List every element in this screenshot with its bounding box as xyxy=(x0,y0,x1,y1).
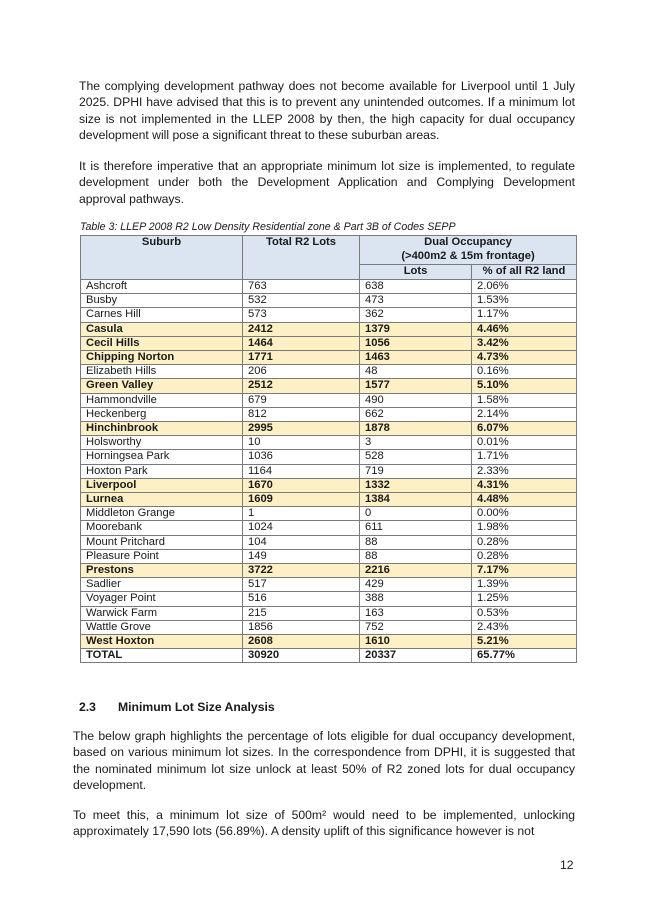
cell-dual-lots: 48 xyxy=(360,365,472,379)
cell-suburb: Moorebank xyxy=(81,521,243,535)
cell-dual-lots: 1610 xyxy=(360,635,472,649)
section-heading xyxy=(79,699,275,715)
cell-dual-lots: 1332 xyxy=(360,478,472,492)
cell-percent: 1.17% xyxy=(472,308,577,322)
header-suburb: Suburb xyxy=(81,236,243,280)
table-row xyxy=(81,436,577,450)
cell-dual-lots: 1379 xyxy=(360,322,472,336)
cell-suburb: Horningsea Park xyxy=(81,450,243,464)
cell-dual-lots: 1463 xyxy=(360,351,472,365)
cell-total-lots: 2512 xyxy=(243,379,360,393)
table-body xyxy=(81,280,577,663)
table-row xyxy=(81,535,577,549)
cell-total-lots: 149 xyxy=(243,549,360,563)
cell-dual-lots: 88 xyxy=(360,549,472,563)
cell-suburb: Cecil Hills xyxy=(81,336,243,350)
table-row xyxy=(81,280,577,294)
cell-total-lots: 812 xyxy=(243,407,360,421)
paragraph-meet-this: To meet this, a minimum lot size of 500m² would need to be implemented, unlocking approximately 17,590 lots (56.89%). A density uplift of this significance however is not xyxy=(73,808,575,839)
cell-suburb: West Hoxton xyxy=(81,635,243,649)
table-row xyxy=(81,606,577,620)
cell-total-lots: 516 xyxy=(243,592,360,606)
cell-percent: 5.10% xyxy=(472,379,577,393)
table-row xyxy=(81,578,577,592)
table-row xyxy=(81,620,577,634)
cell-suburb: Casula xyxy=(81,322,243,336)
table-row xyxy=(81,393,577,407)
cell-dual-lots: 473 xyxy=(360,294,472,308)
header-percent: % of all R2 land xyxy=(472,265,577,280)
cell-percent: 4.31% xyxy=(472,478,577,492)
page-number: 12 xyxy=(560,858,574,872)
cell-percent: 1.58% xyxy=(472,393,577,407)
cell-total-lots: 10 xyxy=(243,436,360,450)
cell-percent: 2.43% xyxy=(472,620,577,634)
cell-percent: 7.17% xyxy=(472,564,577,578)
cell-suburb: Elizabeth Hills xyxy=(81,365,243,379)
header-total-lots: Total R2 Lots xyxy=(243,236,360,280)
cell-suburb: Mount Pritchard xyxy=(81,535,243,549)
cell-percent: 0.28% xyxy=(472,549,577,563)
cell-percent: 1.25% xyxy=(472,592,577,606)
cell-percent: 6.07% xyxy=(472,422,577,436)
cell-dual-lots: 429 xyxy=(360,578,472,592)
cell-dual-lots: 1878 xyxy=(360,422,472,436)
table-row xyxy=(81,351,577,365)
cell-suburb: Busby xyxy=(81,294,243,308)
cell-dual-lots: 611 xyxy=(360,521,472,535)
cell-percent: 2.06% xyxy=(472,280,577,294)
cell-total-lots: 1 xyxy=(243,507,360,521)
cell-percent: 0.53% xyxy=(472,606,577,620)
cell-suburb: Chipping Norton xyxy=(81,351,243,365)
table-row xyxy=(81,521,577,535)
cell-total-lots: 2995 xyxy=(243,422,360,436)
cell-total-lots: 1024 xyxy=(243,521,360,535)
paragraph-imperative: It is therefore imperative that an appropriate minimum lot size is implemented, to regulate development under both the Development Application and Complying Development approval pathways. xyxy=(79,159,575,206)
cell-total-lots: 1036 xyxy=(243,450,360,464)
cell-suburb: Ashcroft xyxy=(81,280,243,294)
table-row xyxy=(81,507,577,521)
cell-total-lots: 206 xyxy=(243,365,360,379)
cell-total-lots: 517 xyxy=(243,578,360,592)
cell-suburb: Hammondville xyxy=(81,393,243,407)
cell-percent: 0.01% xyxy=(472,436,577,450)
cell-dual-lots-total: 20337 xyxy=(360,649,472,663)
table-row xyxy=(81,549,577,563)
cell-suburb: Carnes Hill xyxy=(81,308,243,322)
cell-dual-lots: 163 xyxy=(360,606,472,620)
section-title: Minimum Lot Size Analysis xyxy=(118,700,275,714)
cell-suburb-total: TOTAL xyxy=(81,649,243,663)
cell-total-lots: 763 xyxy=(243,280,360,294)
cell-percent: 4.73% xyxy=(472,351,577,365)
cell-percent-total: 65.77% xyxy=(472,649,577,663)
cell-percent: 1.53% xyxy=(472,294,577,308)
header-dual-occupancy: Dual Occupancy xyxy=(360,236,577,251)
cell-suburb: Prestons xyxy=(81,564,243,578)
cell-dual-lots: 3 xyxy=(360,436,472,450)
cell-suburb: Sadlier xyxy=(81,578,243,592)
cell-percent: 0.28% xyxy=(472,535,577,549)
table-row xyxy=(81,294,577,308)
cell-total-lots: 1771 xyxy=(243,351,360,365)
cell-total-lots: 679 xyxy=(243,393,360,407)
section-number: 2.3 xyxy=(79,700,96,714)
cell-dual-lots: 490 xyxy=(360,393,472,407)
cell-percent: 1.71% xyxy=(472,450,577,464)
paragraph-graph-intro: The below graph highlights the percentage of lots eligible for dual occupancy development, based on various minimum lot sizes. In the correspondence from DPHI, it is suggested that the nominated minimum lot size unlock at least 50% of R2 zoned lots for dual occupancy development. xyxy=(73,729,575,793)
cell-suburb: Middleton Grange xyxy=(81,507,243,521)
cell-dual-lots: 1384 xyxy=(360,493,472,507)
table-row xyxy=(81,336,577,350)
cell-dual-lots: 752 xyxy=(360,620,472,634)
cell-total-lots: 1609 xyxy=(243,493,360,507)
cell-suburb: Wattle Grove xyxy=(81,620,243,634)
cell-suburb: Warwick Farm xyxy=(81,606,243,620)
table-caption: Table 3: LLEP 2008 R2 Low Density Residential zone & Part 3B of Codes SEPP xyxy=(80,221,456,233)
cell-percent: 0.16% xyxy=(472,365,577,379)
cell-suburb: Pleasure Point xyxy=(81,549,243,563)
table-row xyxy=(81,478,577,492)
cell-total-lots: 1670 xyxy=(243,478,360,492)
cell-percent: 4.48% xyxy=(472,493,577,507)
table-row xyxy=(81,422,577,436)
cell-total-lots-total: 30920 xyxy=(243,649,360,663)
cell-percent: 0.00% xyxy=(472,507,577,521)
cell-dual-lots: 1577 xyxy=(360,379,472,393)
table-row xyxy=(81,635,577,649)
cell-percent: 2.14% xyxy=(472,407,577,421)
cell-dual-lots: 0 xyxy=(360,507,472,521)
cell-total-lots: 1856 xyxy=(243,620,360,634)
cell-suburb: Lurnea xyxy=(81,493,243,507)
cell-dual-lots: 388 xyxy=(360,592,472,606)
cell-dual-lots: 1056 xyxy=(360,336,472,350)
header-lots: Lots xyxy=(360,265,472,280)
table-total-row xyxy=(81,649,577,663)
cell-total-lots: 1464 xyxy=(243,336,360,350)
cell-dual-lots: 662 xyxy=(360,407,472,421)
cell-total-lots: 1164 xyxy=(243,464,360,478)
header-dual-occupancy-sub: (>400m2 & 15m frontage) xyxy=(360,250,577,265)
cell-suburb: Hoxton Park xyxy=(81,464,243,478)
paragraph-intro: The complying development pathway does not become available for Liverpool until 1 July 2025. DPHI have advised that this is to prevent any unintended outcomes. If a minimum lot size is not implemented in the LLEP 2008 by then, the high capacity for dual occupancy development will pose a significant threat to these suburban areas. xyxy=(79,79,575,143)
cell-dual-lots: 528 xyxy=(360,450,472,464)
table-row xyxy=(81,450,577,464)
cell-dual-lots: 638 xyxy=(360,280,472,294)
cell-suburb: Green Valley xyxy=(81,379,243,393)
table-row xyxy=(81,407,577,421)
cell-total-lots: 215 xyxy=(243,606,360,620)
cell-total-lots: 573 xyxy=(243,308,360,322)
table-row xyxy=(81,493,577,507)
cell-suburb: Voyager Point xyxy=(81,592,243,606)
cell-dual-lots: 362 xyxy=(360,308,472,322)
cell-percent: 5.21% xyxy=(472,635,577,649)
cell-percent: 1.98% xyxy=(472,521,577,535)
table-row xyxy=(81,308,577,322)
cell-percent: 3.42% xyxy=(472,336,577,350)
table-row xyxy=(81,365,577,379)
cell-suburb: Holsworthy xyxy=(81,436,243,450)
table-row xyxy=(81,379,577,393)
cell-percent: 4.46% xyxy=(472,322,577,336)
cell-percent: 2.33% xyxy=(472,464,577,478)
cell-total-lots: 104 xyxy=(243,535,360,549)
cell-dual-lots: 719 xyxy=(360,464,472,478)
cell-suburb: Hinchinbrook xyxy=(81,422,243,436)
cell-dual-lots: 88 xyxy=(360,535,472,549)
cell-total-lots: 3722 xyxy=(243,564,360,578)
table-row xyxy=(81,592,577,606)
table-row xyxy=(81,564,577,578)
cell-total-lots: 2412 xyxy=(243,322,360,336)
table-row xyxy=(81,464,577,478)
r2-lots-table xyxy=(80,235,577,663)
cell-suburb: Liverpool xyxy=(81,478,243,492)
cell-total-lots: 2608 xyxy=(243,635,360,649)
cell-percent: 1.39% xyxy=(472,578,577,592)
cell-total-lots: 532 xyxy=(243,294,360,308)
table-row xyxy=(81,322,577,336)
cell-suburb: Heckenberg xyxy=(81,407,243,421)
cell-dual-lots: 2216 xyxy=(360,564,472,578)
